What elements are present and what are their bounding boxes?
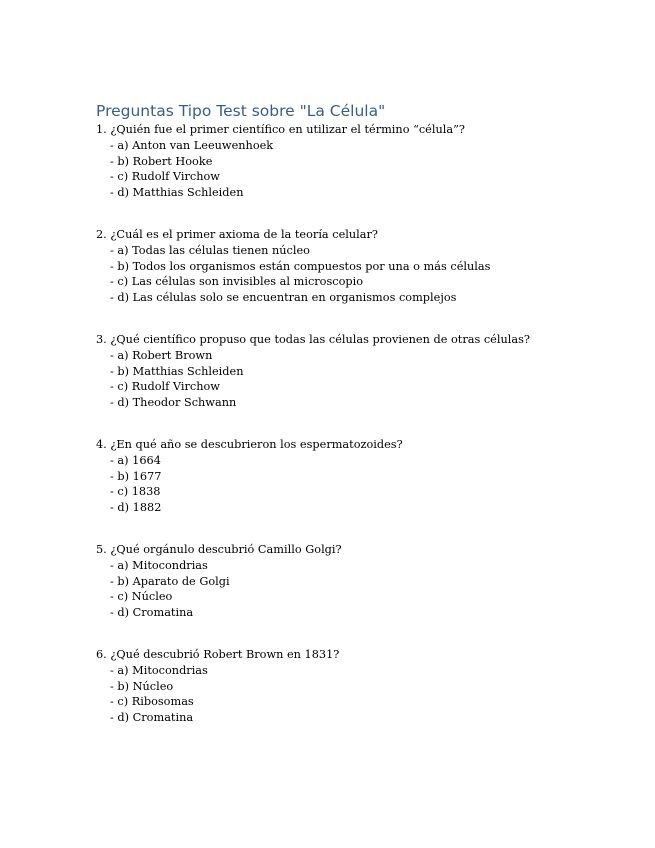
question-text: 1. ¿Quién fue el primer científico en utilizar el término “célula”?	[96, 123, 465, 136]
option-b: - b) Matthias Schleiden	[110, 364, 244, 378]
option-list	[96, 348, 616, 411]
question-block	[96, 332, 616, 411]
option-d: - d) Theodor Schwann	[110, 396, 237, 410]
option-c: - c) Ribosomas	[110, 695, 194, 709]
option-d: - d) 1882	[110, 501, 162, 515]
option-list	[96, 453, 616, 516]
question-block	[96, 227, 616, 306]
option-list	[96, 138, 616, 201]
question-text: 5. ¿Qué orgánulo descubrió Camillo Golgi?	[96, 543, 342, 556]
option-d: - d) Cromatina	[110, 606, 194, 620]
option-b: - b) Aparato de Golgi	[110, 574, 230, 588]
option-c: - c) 1838	[110, 485, 161, 499]
question-text: 2. ¿Cuál es el primer axioma de la teoría celular?	[96, 228, 378, 241]
option-b: - b) Todos los organismos están compuestos por una o más células	[110, 259, 491, 273]
option-d: - d) Las células solo se encuentran en organismos complejos	[110, 291, 457, 305]
option-a: - a) Mitocondrias	[110, 559, 208, 572]
option-c: - c) Núcleo	[110, 590, 173, 604]
question-text: 3. ¿Qué científico propuso que todas las células provienen de otras células?	[96, 333, 530, 346]
question-text: 6. ¿Qué descubrió Robert Brown en 1831?	[96, 648, 340, 661]
option-b: - b) 1677	[110, 469, 162, 483]
option-a: - a) Robert Brown	[110, 349, 213, 362]
document-title: Preguntas Tipo Test sobre "La Célula"	[96, 102, 386, 120]
option-list	[96, 243, 616, 306]
option-b: - b) Núcleo	[110, 679, 174, 693]
option-a: - a) Anton van Leeuwenhoek	[110, 139, 274, 152]
question-text: 4. ¿En qué año se descubrieron los espermatozoides?	[96, 438, 403, 451]
option-a: - a) 1664	[110, 454, 161, 467]
question-block	[96, 542, 616, 621]
option-list	[96, 558, 616, 621]
option-c: - c) Rudolf Virchow	[110, 170, 220, 184]
question-block	[96, 647, 616, 726]
question-block	[96, 437, 616, 516]
option-a: - a) Todas las células tienen núcleo	[110, 244, 310, 257]
option-d: - d) Cromatina	[110, 711, 194, 725]
option-c: - c) Las células son invisibles al microscopio	[110, 275, 364, 289]
option-a: - a) Mitocondrias	[110, 664, 208, 677]
option-b: - b) Robert Hooke	[110, 154, 213, 168]
option-d: - d) Matthias Schleiden	[110, 186, 244, 200]
option-list	[96, 663, 616, 726]
question-block	[96, 122, 616, 201]
option-c: - c) Rudolf Virchow	[110, 380, 220, 394]
